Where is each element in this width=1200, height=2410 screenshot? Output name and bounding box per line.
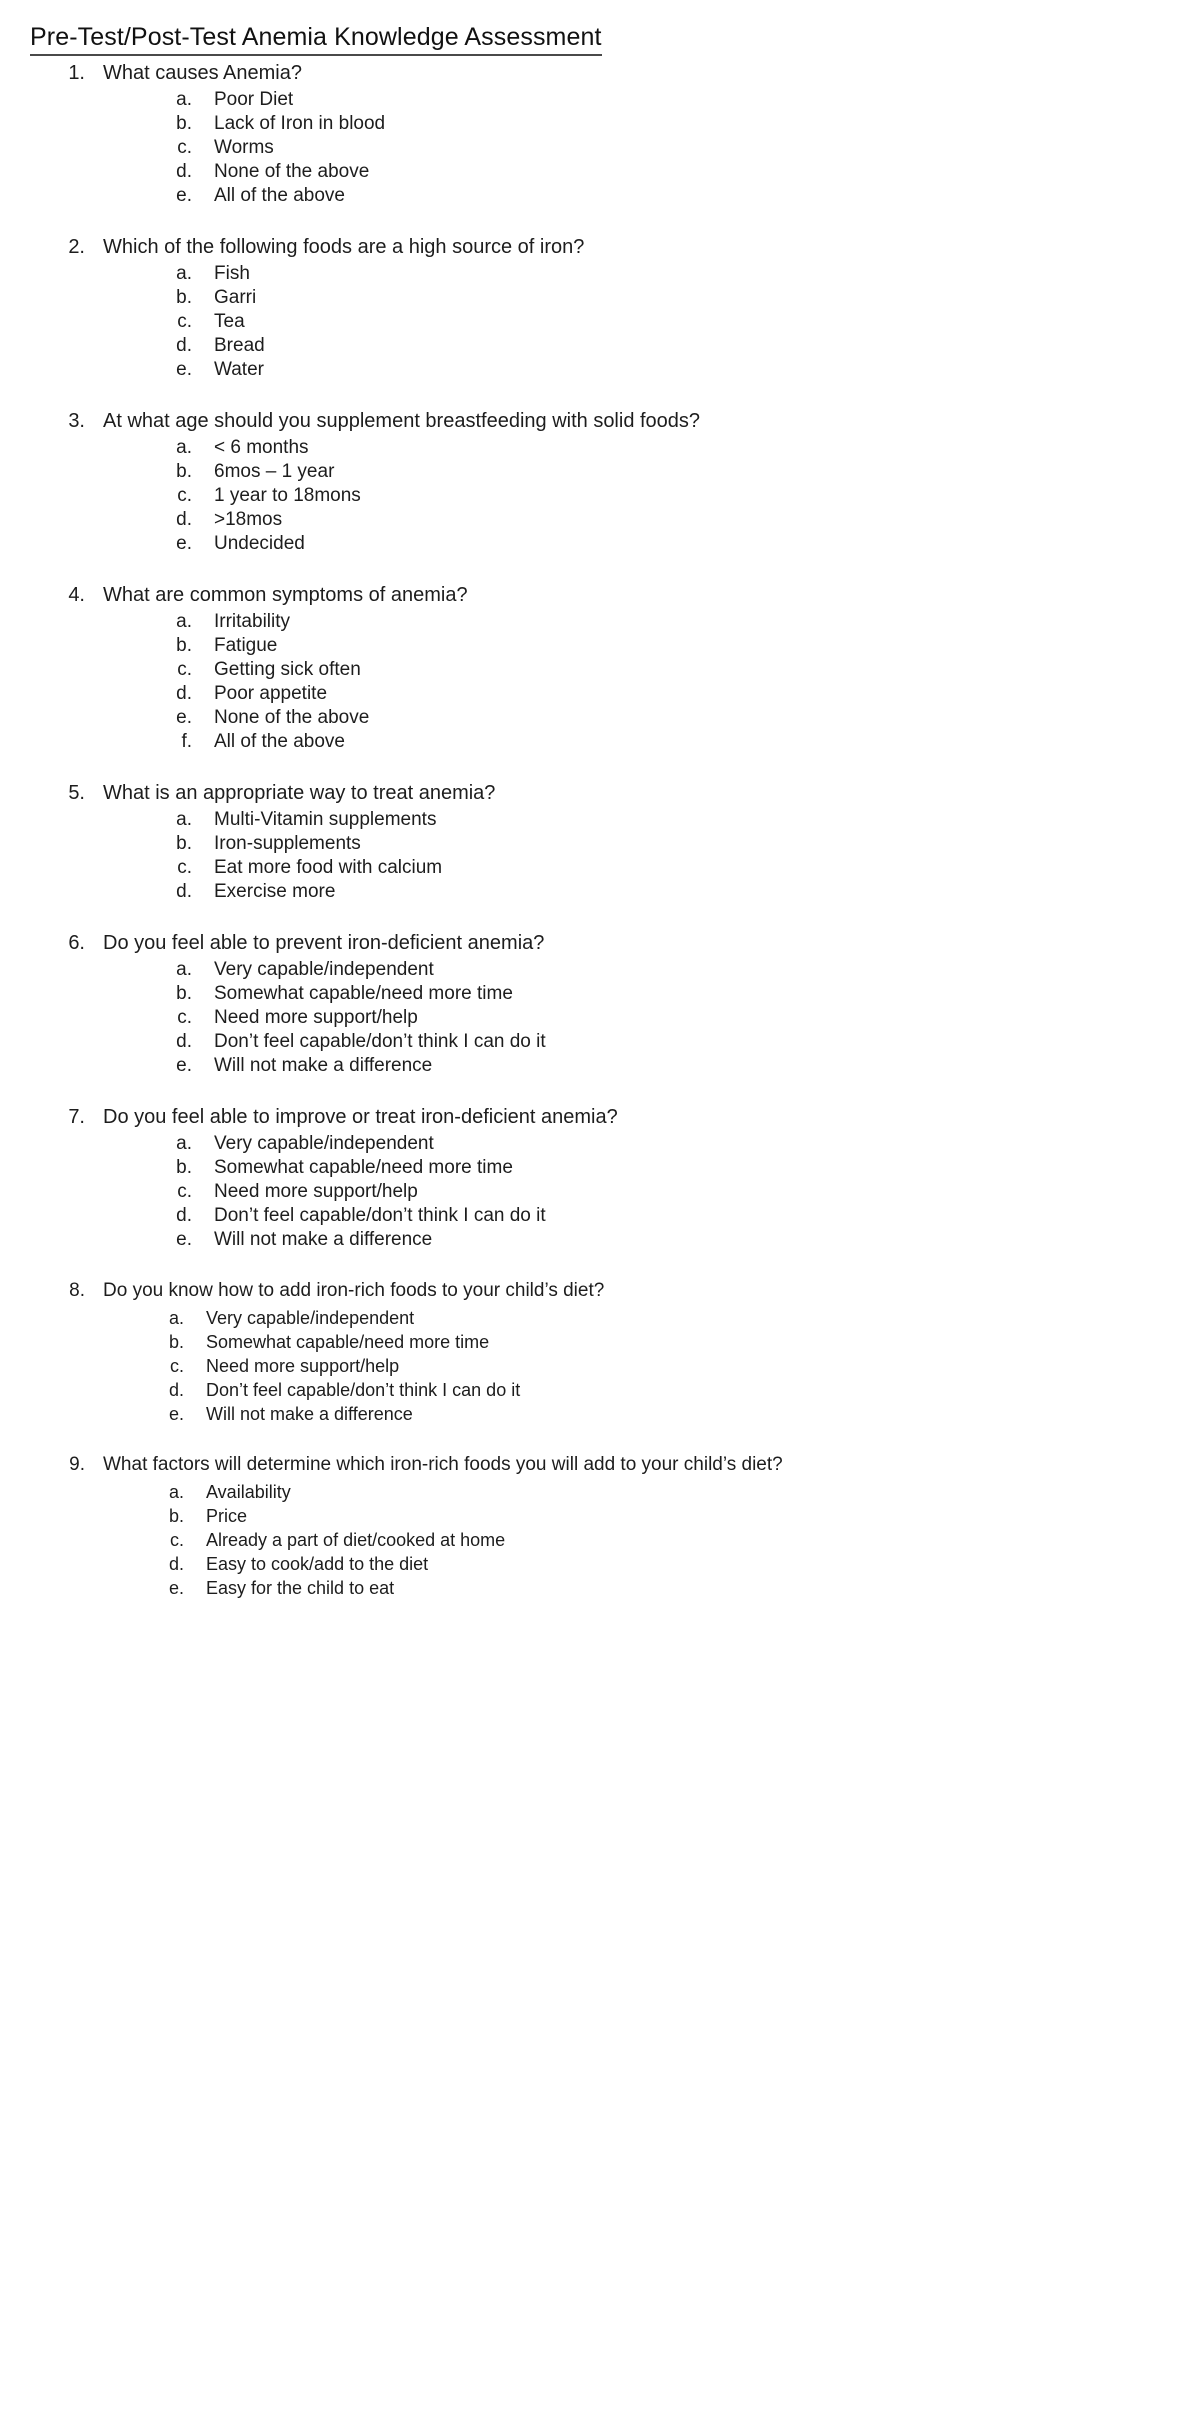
option-row[interactable] (0, 856, 1200, 880)
option-text: Poor Diet (214, 89, 294, 110)
option-row[interactable] (0, 1576, 1200, 1600)
option-row[interactable] (0, 1180, 1200, 1204)
option-text: Getting sick often (214, 659, 361, 680)
option-row[interactable] (0, 880, 1200, 904)
page-title: Pre-Test/Post-Test Anemia Knowledge Assessment (30, 22, 602, 56)
question-number: 8. (69, 1280, 85, 1301)
option-letter: c. (177, 1007, 192, 1028)
option-row[interactable] (0, 832, 1200, 856)
option-row[interactable] (0, 508, 1200, 532)
option-letter: e. (176, 185, 192, 206)
option-letter: d. (176, 509, 192, 530)
option-text: Bread (214, 335, 265, 356)
option-letter: d. (168, 1380, 184, 1400)
option-text: < 6 months (214, 437, 309, 458)
question-block (0, 1102, 1200, 1252)
option-letter: a. (176, 809, 192, 830)
option-text: Availability (206, 1482, 291, 1502)
option-row[interactable] (0, 286, 1200, 310)
question-number: 7. (68, 1106, 85, 1128)
option-text: Easy for the child to eat (206, 1578, 395, 1598)
option-letter: c. (177, 857, 192, 878)
option-letter: e. (168, 1404, 184, 1424)
option-letter: c. (177, 137, 192, 158)
option-letter: e. (176, 359, 192, 380)
option-list (0, 262, 1200, 382)
option-row[interactable] (0, 1006, 1200, 1030)
option-text: Irritability (214, 611, 291, 632)
option-text: Somewhat capable/need more time (214, 1157, 513, 1178)
option-text: Don’t feel capable/don’t think I can do it (214, 1031, 546, 1052)
question-number: 1. (68, 62, 85, 84)
question-block (0, 928, 1200, 1078)
option-text: Fish (214, 263, 250, 284)
option-text: >18mos (214, 509, 283, 530)
option-row[interactable] (0, 1156, 1200, 1180)
option-text: Easy to cook/add to the diet (206, 1554, 429, 1574)
option-row[interactable] (0, 334, 1200, 358)
option-text: Very capable/independent (214, 1133, 434, 1154)
option-row[interactable] (0, 982, 1200, 1006)
option-row[interactable] (0, 310, 1200, 334)
option-row[interactable] (0, 1330, 1200, 1354)
option-list (0, 88, 1200, 208)
option-row[interactable] (0, 706, 1200, 730)
question-text: What are common symptoms of anemia? (103, 584, 468, 606)
option-list (0, 436, 1200, 556)
option-text: None of the above (214, 161, 370, 182)
question-block (0, 778, 1200, 904)
question-number: 2. (68, 236, 85, 258)
option-text: Somewhat capable/need more time (206, 1332, 490, 1352)
option-row[interactable] (0, 958, 1200, 982)
option-text: All of the above (214, 731, 345, 752)
option-letter: c. (169, 1530, 184, 1550)
question-line (0, 778, 1200, 808)
question-number: 5. (68, 782, 85, 804)
option-text: Very capable/independent (206, 1308, 415, 1328)
option-list (0, 1306, 1200, 1426)
option-letter: d. (168, 1554, 184, 1574)
option-letter: b. (168, 1506, 184, 1526)
option-text: Fatigue (214, 635, 278, 656)
option-letter: a. (176, 263, 192, 284)
option-text: Exercise more (214, 881, 336, 902)
option-letter: b. (176, 635, 192, 656)
option-text: Water (214, 359, 264, 380)
option-letter: b. (176, 461, 192, 482)
option-text: Need more support/help (206, 1356, 400, 1376)
option-row[interactable] (0, 1054, 1200, 1078)
option-text: Don’t feel capable/don’t think I can do it (206, 1380, 521, 1400)
question-text: At what age should you supplement breastfeeding with solid foods? (103, 410, 701, 432)
option-letter: d. (176, 335, 192, 356)
option-letter: a. (168, 1482, 184, 1502)
option-row[interactable] (0, 610, 1200, 634)
option-letter: d. (176, 1031, 192, 1052)
option-text: Tea (214, 311, 245, 332)
option-row[interactable] (0, 1306, 1200, 1330)
option-letter: b. (176, 833, 192, 854)
question-line (0, 406, 1200, 436)
option-letter: e. (168, 1578, 184, 1598)
option-row[interactable] (0, 808, 1200, 832)
option-letter: a. (176, 89, 192, 110)
question-text: What is an appropriate way to treat anemia? (103, 782, 496, 804)
option-text: Multi-Vitamin supplements (214, 809, 437, 830)
option-list (0, 610, 1200, 754)
option-row[interactable] (0, 1204, 1200, 1228)
option-letter: a. (168, 1308, 184, 1328)
option-letter: b. (176, 287, 192, 308)
option-letter: c. (177, 485, 192, 506)
question-block (0, 1450, 1200, 1600)
question-line (0, 1450, 1200, 1480)
option-row[interactable] (0, 358, 1200, 382)
option-text: 6mos – 1 year (214, 461, 335, 482)
option-letter: d. (176, 683, 192, 704)
question-text: Do you know how to add iron-rich foods to your child’s diet? (103, 1280, 605, 1301)
option-letter: a. (176, 437, 192, 458)
option-row[interactable] (0, 1378, 1200, 1402)
option-letter: c. (177, 311, 192, 332)
question-text: Which of the following foods are a high source of iron? (103, 236, 585, 258)
option-letter: e. (176, 707, 192, 728)
option-row[interactable] (0, 634, 1200, 658)
option-letter: b. (168, 1332, 184, 1352)
option-row[interactable] (0, 160, 1200, 184)
option-row[interactable] (0, 658, 1200, 682)
option-text: Poor appetite (214, 683, 328, 704)
option-row[interactable] (0, 1528, 1200, 1552)
option-row[interactable] (0, 112, 1200, 136)
option-letter: b. (176, 1157, 192, 1178)
option-list (0, 1480, 1200, 1600)
option-row[interactable] (0, 1354, 1200, 1378)
option-letter: d. (176, 161, 192, 182)
question-text: Do you feel able to improve or treat iron-deficient anemia? (103, 1106, 618, 1128)
option-letter: a. (176, 959, 192, 980)
question-block (0, 232, 1200, 382)
question-number: 6. (68, 932, 85, 954)
option-text: Will not make a difference (214, 1229, 433, 1250)
option-row[interactable] (0, 1228, 1200, 1252)
option-text: Very capable/independent (214, 959, 434, 980)
option-text: Don’t feel capable/don’t think I can do it (214, 1205, 546, 1226)
option-letter: b. (176, 983, 192, 1004)
question-block (0, 406, 1200, 556)
option-letter: e. (176, 1055, 192, 1076)
question-number: 3. (68, 410, 85, 432)
question-text: What causes Anemia? (103, 62, 302, 84)
option-letter: a. (176, 611, 192, 632)
option-letter: a. (176, 1133, 192, 1154)
option-letter: b. (176, 113, 192, 134)
option-letter: c. (169, 1356, 184, 1376)
question-line (0, 1102, 1200, 1132)
option-letter: d. (176, 881, 192, 902)
option-text: Price (206, 1506, 248, 1526)
option-text: Lack of Iron in blood (214, 113, 386, 134)
question-block (0, 580, 1200, 754)
option-letter: c. (177, 659, 192, 680)
question-text: Do you feel able to prevent iron-deficient anemia? (103, 932, 545, 954)
question-block (0, 58, 1200, 208)
option-row[interactable] (0, 730, 1200, 754)
option-letter: d. (176, 1205, 192, 1226)
option-row[interactable] (0, 1552, 1200, 1576)
question-line (0, 232, 1200, 262)
option-row[interactable] (0, 184, 1200, 208)
option-text: Undecided (214, 533, 305, 554)
option-text: Somewhat capable/need more time (214, 983, 513, 1004)
option-letter: e. (176, 1229, 192, 1250)
question-list (0, 58, 1200, 1624)
option-row[interactable] (0, 136, 1200, 160)
option-row[interactable] (0, 1402, 1200, 1426)
question-line (0, 58, 1200, 88)
option-row[interactable] (0, 484, 1200, 508)
question-number: 9. (69, 1454, 85, 1475)
question-line (0, 1276, 1200, 1306)
option-row[interactable] (0, 460, 1200, 484)
option-text: Will not make a difference (206, 1404, 413, 1424)
option-row[interactable] (0, 262, 1200, 286)
option-text: All of the above (214, 185, 345, 206)
question-line (0, 928, 1200, 958)
option-text: Already a part of diet/cooked at home (206, 1530, 506, 1550)
option-text: Eat more food with calcium (214, 857, 443, 878)
option-row[interactable] (0, 1030, 1200, 1054)
question-block (0, 1276, 1200, 1426)
option-text: 1 year to 18mons (214, 485, 361, 506)
option-text: Iron-supplements (214, 833, 361, 854)
option-row[interactable] (0, 1480, 1200, 1504)
option-row[interactable] (0, 436, 1200, 460)
option-row[interactable] (0, 682, 1200, 706)
option-letter: e. (176, 533, 192, 554)
option-row[interactable] (0, 532, 1200, 556)
question-text: What factors will determine which iron-rich foods you will add to your child’s diet? (103, 1454, 783, 1475)
option-text: Will not make a difference (214, 1055, 433, 1076)
option-text: Garri (214, 287, 257, 308)
option-list (0, 808, 1200, 904)
option-row[interactable] (0, 1504, 1200, 1528)
option-text: None of the above (214, 707, 370, 728)
question-number: 4. (68, 584, 85, 606)
option-text: Need more support/help (214, 1181, 418, 1202)
option-list (0, 958, 1200, 1078)
option-letter: c. (177, 1181, 192, 1202)
option-text: Need more support/help (214, 1007, 418, 1028)
option-text: Worms (214, 137, 274, 158)
option-row[interactable] (0, 1132, 1200, 1156)
option-row[interactable] (0, 88, 1200, 112)
option-list (0, 1132, 1200, 1252)
question-line (0, 580, 1200, 610)
option-letter: f. (181, 731, 192, 752)
